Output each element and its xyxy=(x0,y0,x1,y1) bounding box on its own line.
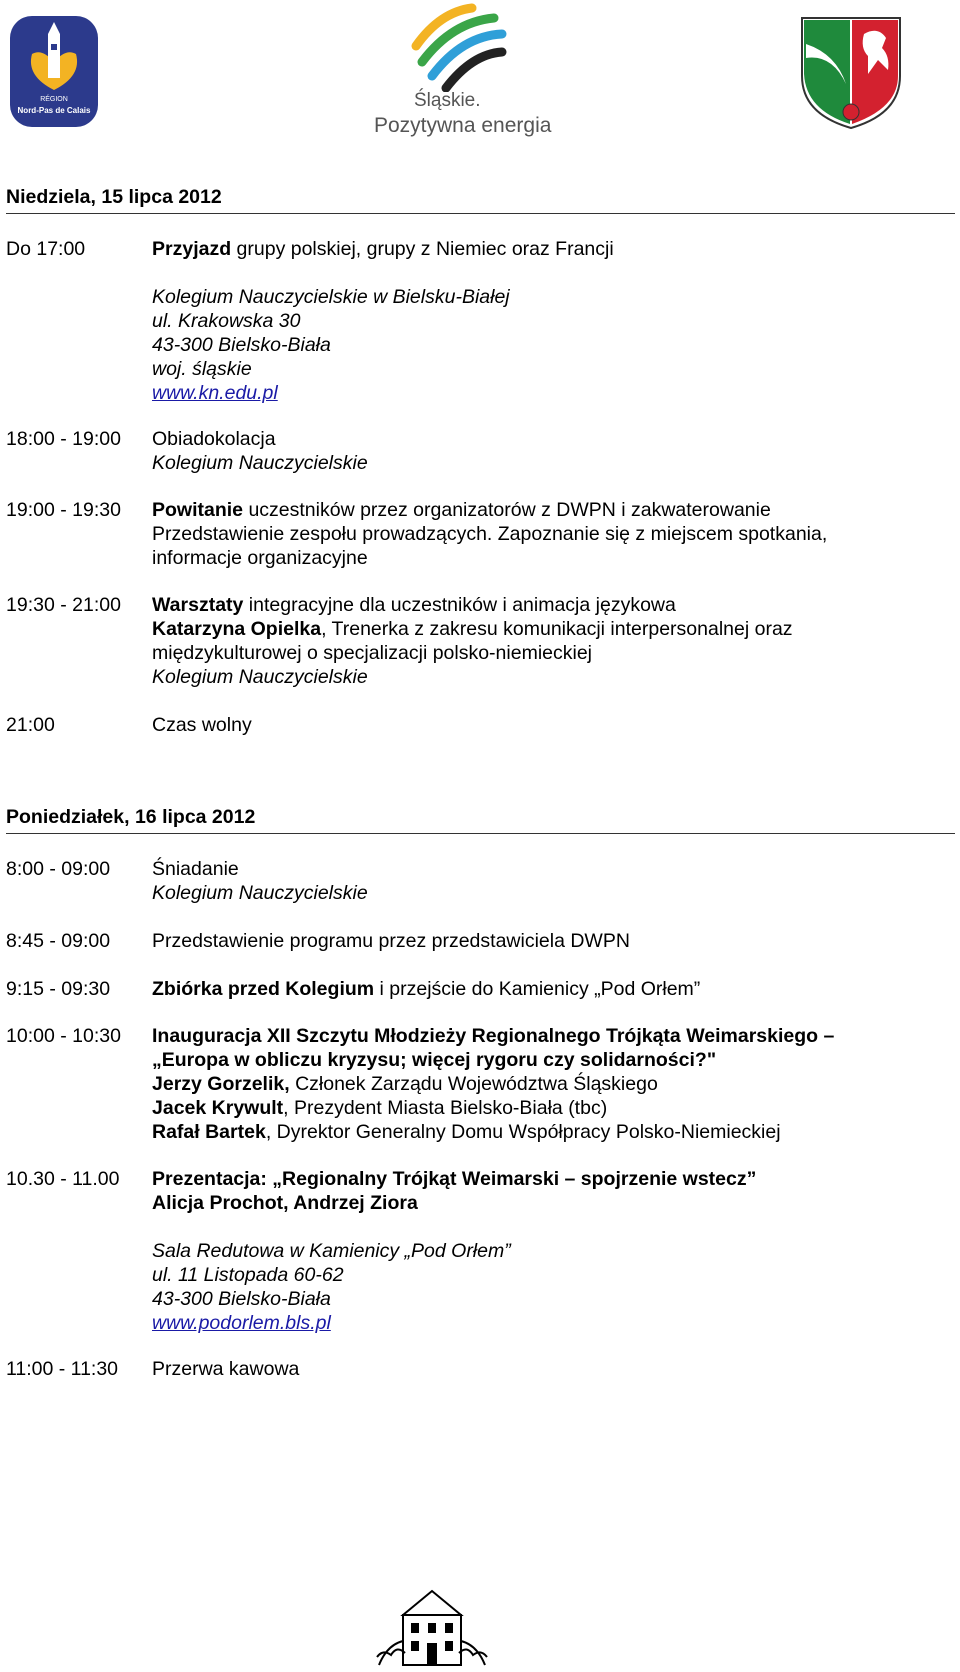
entry-text: Przedstawienie programu przez przedstawiciela DWPN xyxy=(152,930,630,952)
entry-time: 19:00 - 19:30 xyxy=(6,499,121,521)
entry-line xyxy=(152,1096,952,1120)
entry-text: 43-300 Bielsko-Biała xyxy=(152,1288,331,1310)
slaskie-logo xyxy=(372,2,552,138)
entry-time: 10:00 - 10:30 xyxy=(6,1025,121,1047)
entry-text: , Dyrektor Generalny Domu Współpracy Polsko-Niemieckiej xyxy=(265,1121,781,1143)
entry-line xyxy=(152,1048,952,1072)
entry-text: Przedstawienie zespołu prowadzących. Zapoznanie się z miejscem spotkania, xyxy=(152,523,828,545)
entry-line xyxy=(152,1311,952,1335)
entry-text: , Trenerka z zakresu komunikacji interpersonalnej oraz xyxy=(321,618,793,640)
entry-text: Rafał Bartek xyxy=(152,1121,266,1143)
nrw-coat-of-arms-icon xyxy=(796,14,906,130)
entry-line xyxy=(152,333,952,357)
entry-time: 8:00 - 09:00 xyxy=(6,858,111,880)
line-gap xyxy=(152,261,952,285)
entry-text: Powitanie xyxy=(152,499,244,521)
entry-line xyxy=(152,1167,952,1191)
entry-line xyxy=(152,713,952,737)
entry-text: uczestników przez organizatorów z DWPN i zakwaterowanie xyxy=(243,499,771,521)
entry-text: Katarzyna Opielka xyxy=(152,618,322,640)
entry-line xyxy=(152,546,952,570)
entry-line xyxy=(152,498,952,522)
entry-line xyxy=(152,381,952,405)
logo-brand-name: Śląskie. xyxy=(414,90,481,111)
entry-text: Kolegium Nauczycielskie xyxy=(152,882,368,904)
entry-line xyxy=(152,522,952,546)
entry-content xyxy=(152,237,952,405)
entry-text: Sala Redutowa w Kamienicy „Pod Orłem” xyxy=(152,1240,511,1262)
day-heading-monday: Poniedziałek, 16 lipca 2012 xyxy=(6,806,955,834)
entry-content xyxy=(152,593,952,689)
entry-text: integracyjne dla uczestników i animacja językowa xyxy=(243,594,676,616)
entry-text: międzykulturowej o specjalizacji polsko-niemieckiej xyxy=(152,642,593,664)
entry-time: 10.30 - 11.00 xyxy=(6,1168,120,1190)
day-heading-sunday: Niedziela, 15 lipca 2012 xyxy=(6,186,955,214)
building-sketch-icon xyxy=(373,1585,491,1667)
entry-line xyxy=(152,977,952,1001)
entry-line xyxy=(152,593,952,617)
entry-text: ul. Krakowska 30 xyxy=(152,310,301,332)
entry-text: Przerwa kawowa xyxy=(152,1358,300,1380)
entry-text: Obiadokolacja xyxy=(152,428,276,450)
entry-text: Przyjazd xyxy=(152,238,232,260)
entry-content xyxy=(152,427,952,475)
entry-line xyxy=(152,1120,952,1144)
entry-text: Alicja Prochot, Andrzej Ziora xyxy=(152,1192,418,1214)
entry-content xyxy=(152,929,952,953)
entry-time: 8:45 - 09:00 xyxy=(6,930,111,952)
entry-line xyxy=(152,451,952,475)
entry-time: 11:00 - 11:30 xyxy=(6,1358,119,1380)
entry-content xyxy=(152,498,952,570)
entry-text: Kolegium Nauczycielskie xyxy=(152,666,368,688)
entry-time: Do 17:00 xyxy=(6,238,86,260)
line-gap xyxy=(152,1215,952,1239)
entry-line xyxy=(152,665,952,689)
entry-time: 21:00 xyxy=(6,714,55,736)
entry-text: ul. 11 Listopada 60-62 xyxy=(152,1264,344,1286)
entry-line xyxy=(152,427,952,451)
entry-content xyxy=(152,713,952,737)
entry-text: Kolegium Nauczycielskie w Bielsku-Białej xyxy=(152,286,510,308)
logo-left-text2: Nord-Pas de Calais xyxy=(17,106,91,115)
entry-text: informacje organizacyjne xyxy=(152,547,368,569)
entry-line xyxy=(152,309,952,333)
entry-line xyxy=(152,1357,952,1381)
entry-line xyxy=(152,617,952,641)
region-nord-pas-de-calais-logo xyxy=(8,14,100,129)
logo-left-text1: RÉGION xyxy=(40,96,68,103)
entry-line xyxy=(152,285,952,309)
entry-content xyxy=(152,1167,952,1335)
entry-line xyxy=(152,641,952,665)
entry-content xyxy=(152,1357,952,1381)
website-link[interactable]: www.kn.edu.pl xyxy=(152,382,278,404)
entry-line xyxy=(152,357,952,381)
entry-text: grupy polskiej, grupy z Niemiec oraz Francji xyxy=(231,238,614,260)
entry-line xyxy=(152,929,952,953)
entry-line xyxy=(152,1024,952,1048)
entry-line xyxy=(152,1263,952,1287)
entry-line xyxy=(152,1072,952,1096)
entry-time: 18:00 - 19:00 xyxy=(6,428,121,450)
entry-line xyxy=(152,237,952,261)
entry-time: 19:30 - 21:00 xyxy=(6,594,121,616)
entry-line xyxy=(152,1191,952,1215)
entry-content xyxy=(152,977,952,1001)
entry-text: woj. śląskie xyxy=(152,358,252,380)
entry-text: Warsztaty xyxy=(152,594,244,616)
entry-text: Prezentacja: „Regionalny Trójkąt Weimarski – spojrzenie wstecz” xyxy=(152,1168,757,1190)
entry-line xyxy=(152,1239,952,1263)
entry-time: 9:15 - 09:30 xyxy=(6,978,111,1000)
entry-text: Członek Zarządu Województwa Śląskiego xyxy=(289,1073,658,1095)
entry-text: Śniadanie xyxy=(152,858,239,880)
entry-content xyxy=(152,1024,952,1144)
entry-line xyxy=(152,881,952,905)
entry-text: Zbiórka przed Kolegium xyxy=(152,978,375,1000)
entry-text: Inauguracja XII Szczytu Młodzieży Regionalnego Trójkąta Weimarskiego – xyxy=(152,1025,835,1047)
entry-text: „Europa w obliczu kryzysu; więcej rygoru czy solidarności?" xyxy=(152,1049,717,1071)
logo-tagline: Pozytywna energia xyxy=(374,114,552,137)
entry-line xyxy=(152,1287,952,1311)
entry-text: Kolegium Nauczycielskie xyxy=(152,452,368,474)
entry-text: Jacek Krywult xyxy=(152,1097,284,1119)
entry-line xyxy=(152,857,952,881)
website-link[interactable]: www.podorlem.bls.pl xyxy=(152,1312,331,1334)
entry-text: , Prezydent Miasta Bielsko-Biała (tbc) xyxy=(283,1097,608,1119)
entry-text: Jerzy Gorzelik, xyxy=(152,1073,290,1095)
entry-text: Czas wolny xyxy=(152,714,252,736)
entry-text: i przejście do Kamienicy „Pod Orłem” xyxy=(374,978,701,1000)
entry-content xyxy=(152,857,952,905)
entry-text: 43-300 Bielsko-Biała xyxy=(152,334,331,356)
